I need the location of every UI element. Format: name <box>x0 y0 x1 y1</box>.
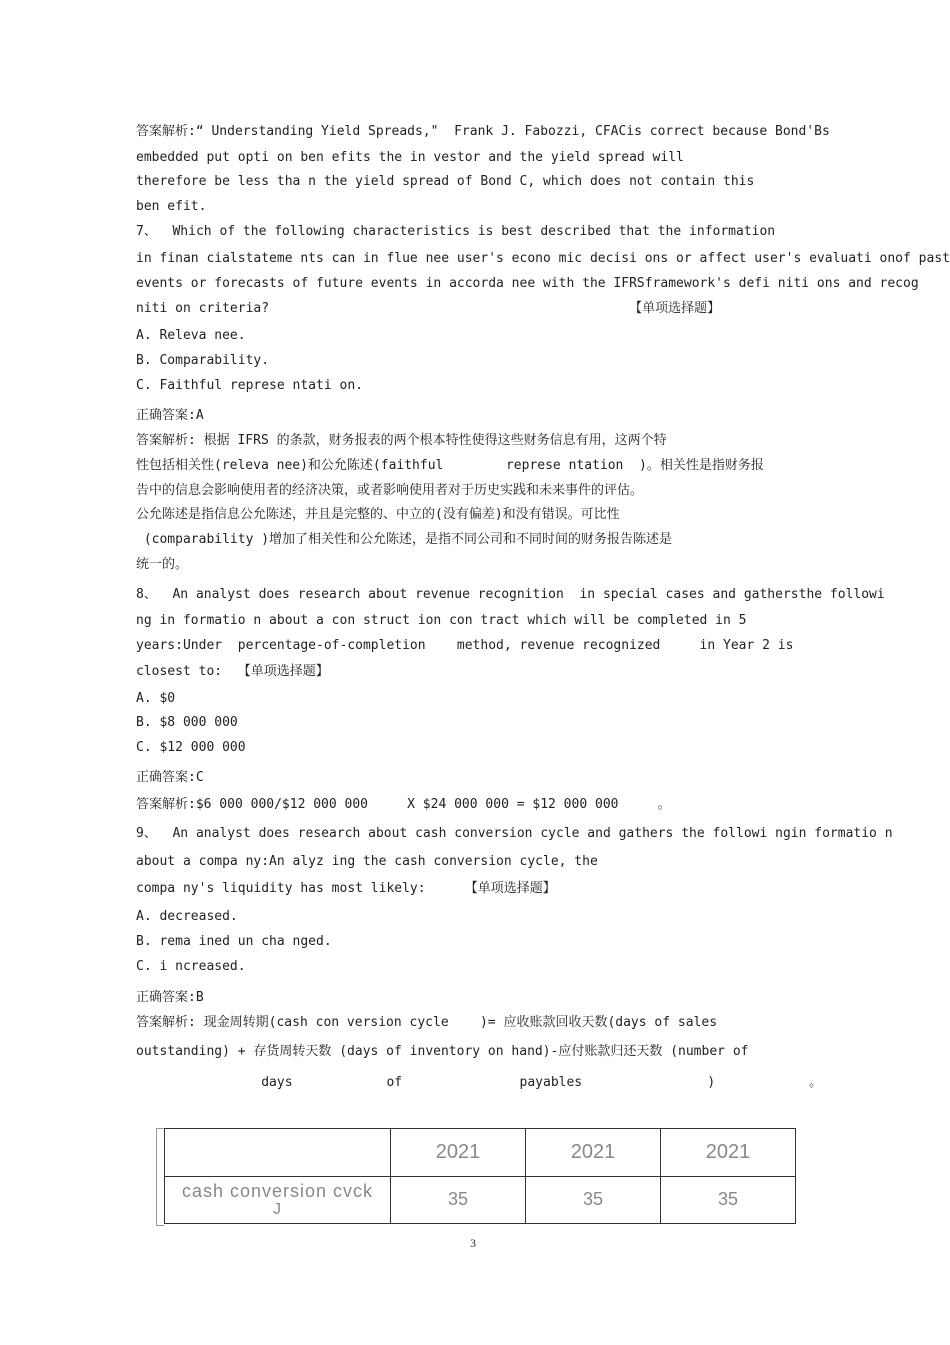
explanation-line: 公允陈述是指信息公允陈述，并且是完整的、中立的(没有偏差)和没有错误。可比性 <box>136 507 620 522</box>
option-a: A. Releva nee. <box>136 328 246 343</box>
table-frame <box>156 1128 164 1226</box>
table-header-row <box>165 1129 796 1177</box>
explanation-line: embedded put opti on ben efits the in vestor and the yield spread will <box>136 150 684 165</box>
explanation-line: 答案解析:$6 000 000/$12 000 000 X $24 000 000 = $12 000 000 。 <box>136 797 671 812</box>
option-b: B. rema ined un cha nged. <box>136 934 332 949</box>
explanation-line: 答案解析: 现金周转期(cash con version cycle )= 应收账款回收天数(days of sales <box>136 1015 718 1030</box>
header-cell-year: 2021 <box>661 1129 796 1177</box>
cash-conversion-table <box>156 1128 796 1224</box>
question-8-text: years:Under percentage-of-completion method, revenue recognized in Year 2 is <box>136 638 794 653</box>
page-number: 3 <box>470 1236 476 1250</box>
explanation-line: therefore be less tha n the yield spread of Bond C, which does not contain this <box>136 174 755 189</box>
header-cell-year: 2021 <box>526 1129 661 1177</box>
explanation-line: (comparability )增加了相关性和公允陈述，是指不同公司和不同时间的财务报告陈述是 <box>136 532 673 547</box>
question-8-text: 8、 An analyst does research about revenue recognition in special cases and gathersthe followi <box>136 587 885 602</box>
question-9-text: compa ny's liquidity has most likely: 【单项选择题】 <box>136 881 556 896</box>
option-a: A. decreased. <box>136 909 238 924</box>
row-label: cash conversion cvck <box>181 1181 374 1202</box>
table-row <box>165 1176 796 1224</box>
option-b: B. $8 000 000 <box>136 715 238 730</box>
explanation-line: ben efit. <box>136 199 207 214</box>
row-label-tail: J <box>273 1201 282 1219</box>
explanation-line: 答案解析:“ Understanding Yield Spreads," Frank J. Fabozzi, CFACis correct because Bond'Bs <box>136 124 830 139</box>
explanation-line: days of payables ) 。 <box>136 1075 823 1090</box>
explanation-line: 性包括相关性(releva nee)和公允陈述(faithful represe ntation )。相关性是指财务报 <box>136 458 764 473</box>
question-7-text: 7、 Which of the following characteristics is best described that the information <box>136 224 776 239</box>
question-9-text: about a compa ny:An alyz ing the cash conversion cycle, the <box>136 854 598 869</box>
correct-answer: 正确答案:C <box>136 770 204 785</box>
correct-answer: 正确答案:B <box>136 990 204 1005</box>
data-table <box>164 1128 796 1224</box>
explanation-line: 统一的。 <box>136 557 189 572</box>
explanation-line: 告中的信息会影响使用者的经济决策，或者影响使用者对于历史实践和未来事件的评估。 <box>136 483 644 498</box>
option-c: C. Faithful represe ntati on. <box>136 378 363 393</box>
option-c: C. $12 000 000 <box>136 740 246 755</box>
question-7-text: niti on criteria? 【单项选择题】 <box>136 301 721 316</box>
explanation-line: 答案解析: 根据 IFRS 的条款，财务报表的两个根本特性使得这些财务信息有用，这两个特 <box>136 433 667 448</box>
row-label-cell <box>165 1176 391 1224</box>
value-cell: 35 <box>661 1176 796 1224</box>
header-cell-year: 2021 <box>391 1129 526 1177</box>
question-8-text: ng in formatio n about a con struct ion con tract which will be completed in 5 <box>136 613 747 628</box>
value-cell: 35 <box>391 1176 526 1224</box>
option-c: C. i ncreased. <box>136 959 246 974</box>
header-cell-empty <box>165 1129 391 1177</box>
explanation-line: outstanding) + 存货周转天数 (days of inventory on hand)-应付账款归还天数 (number of <box>136 1044 749 1059</box>
question-8-text: closest to: 【单项选择题】 <box>136 664 329 679</box>
question-7-text: in finan cialstateme nts can in flue nee user's econo mic decisi ons or affect user's evaluati onof past <box>136 251 950 266</box>
correct-answer: 正确答案:A <box>136 408 204 423</box>
question-9-text: 9、 An analyst does research about cash conversion cycle and gathers the followi ngin formatio n <box>136 826 893 841</box>
question-7-text: events or forecasts of future events in accorda nee with the IFRSframework's defi niti ons and recog <box>136 276 919 291</box>
option-b: B. Comparability. <box>136 353 270 368</box>
value-cell: 35 <box>526 1176 661 1224</box>
option-a: A. $0 <box>136 691 176 706</box>
